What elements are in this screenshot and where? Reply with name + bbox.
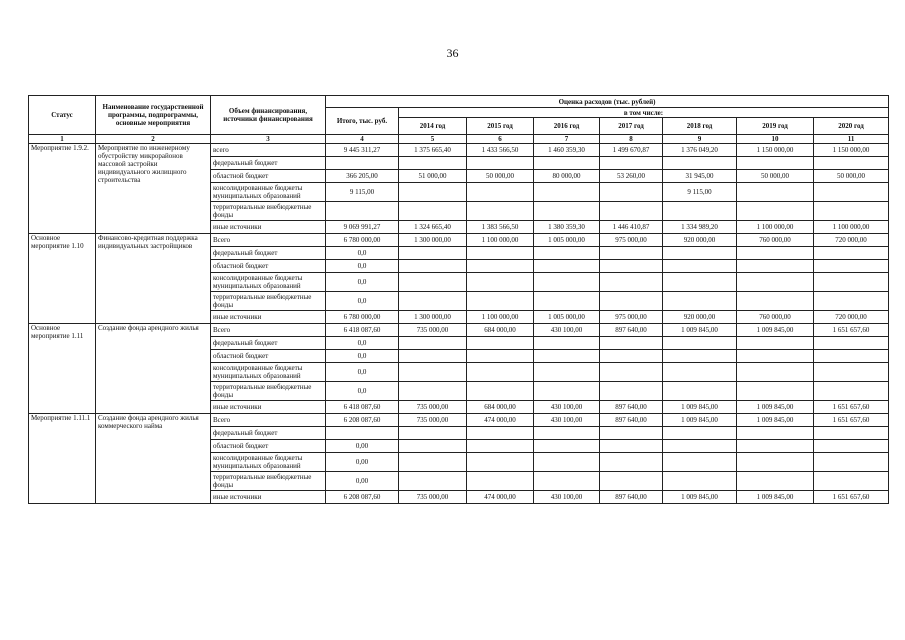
- year-value-cell: 1 334 989,20: [663, 221, 737, 234]
- year-value-cell: [467, 260, 534, 273]
- source-cell: консолидированные бюджеты муниципальных образований: [211, 183, 326, 202]
- year-value-cell: [663, 350, 737, 363]
- year-value-cell: 1 009 845,00: [663, 324, 737, 337]
- year-value-cell: 1 460 359,30: [534, 144, 600, 157]
- year-value-cell: 51 000,00: [399, 170, 467, 183]
- year-value-cell: [399, 363, 467, 382]
- year-value-cell: 1 009 845,00: [663, 414, 737, 427]
- total-cell: 9 115,00: [326, 183, 399, 202]
- source-cell: территориальные внебюджетные фонды: [211, 202, 326, 221]
- source-cell: консолидированные бюджеты муниципальных образований: [211, 363, 326, 382]
- header-year: 2019 год: [737, 118, 814, 135]
- year-value-cell: 1 100 000,00: [467, 234, 534, 247]
- total-cell: [326, 157, 399, 170]
- year-value-cell: [814, 427, 889, 440]
- year-value-cell: 735 000,00: [399, 324, 467, 337]
- year-value-cell: 1 100 000,00: [467, 311, 534, 324]
- total-cell: 0,0: [326, 247, 399, 260]
- year-value-cell: [467, 273, 534, 292]
- year-value-cell: 684 000,00: [467, 324, 534, 337]
- status-cell: Мероприятие 1.11.1: [29, 414, 96, 504]
- total-cell: 0,0: [326, 382, 399, 401]
- source-cell: территориальные внебюджетные фонды: [211, 292, 326, 311]
- year-value-cell: [814, 157, 889, 170]
- column-number: 1: [29, 135, 96, 144]
- year-value-cell: [814, 337, 889, 350]
- year-value-cell: [467, 363, 534, 382]
- year-value-cell: [534, 382, 600, 401]
- program-name-cell: Мероприятие по инженерному обустройству микрорайонов массовой застройки индивидуального жилищного строительства: [96, 144, 211, 234]
- year-value-cell: [600, 350, 663, 363]
- year-value-cell: [663, 202, 737, 221]
- year-value-cell: [663, 472, 737, 491]
- program-name-cell: Создание фонда арендного жилья коммерческого найма: [96, 414, 211, 504]
- year-value-cell: 975 000,00: [600, 234, 663, 247]
- year-value-cell: [534, 440, 600, 453]
- year-value-cell: [534, 363, 600, 382]
- year-value-cell: [737, 350, 814, 363]
- year-value-cell: [600, 363, 663, 382]
- year-value-cell: 735 000,00: [399, 414, 467, 427]
- year-value-cell: [814, 273, 889, 292]
- source-cell: консолидированные бюджеты муниципальных образований: [211, 273, 326, 292]
- year-value-cell: [600, 472, 663, 491]
- year-value-cell: 760 000,00: [737, 234, 814, 247]
- source-cell: территориальные внебюджетные фонды: [211, 382, 326, 401]
- year-value-cell: [600, 157, 663, 170]
- source-cell: федеральный бюджет: [211, 247, 326, 260]
- table-row: [29, 234, 889, 247]
- year-value-cell: 474 000,00: [467, 414, 534, 427]
- year-value-cell: 9 115,00: [663, 183, 737, 202]
- year-value-cell: [600, 427, 663, 440]
- year-value-cell: [737, 247, 814, 260]
- year-value-cell: [814, 472, 889, 491]
- year-value-cell: [814, 202, 889, 221]
- year-value-cell: [467, 350, 534, 363]
- year-value-cell: [467, 427, 534, 440]
- total-cell: 9 069 991,27: [326, 221, 399, 234]
- header-year: 2014 год: [399, 118, 467, 135]
- source-cell: федеральный бюджет: [211, 157, 326, 170]
- year-value-cell: 1 009 845,00: [737, 401, 814, 414]
- source-cell: иные источники: [211, 491, 326, 504]
- year-value-cell: 430 100,00: [534, 324, 600, 337]
- year-value-cell: [467, 382, 534, 401]
- year-value-cell: [600, 453, 663, 472]
- year-value-cell: [737, 273, 814, 292]
- year-value-cell: [663, 440, 737, 453]
- year-value-cell: [467, 472, 534, 491]
- year-value-cell: [399, 440, 467, 453]
- year-value-cell: [399, 350, 467, 363]
- year-value-cell: [399, 472, 467, 491]
- year-value-cell: [600, 183, 663, 202]
- year-value-cell: [399, 260, 467, 273]
- source-cell: областной бюджет: [211, 350, 326, 363]
- column-number: 6: [467, 135, 534, 144]
- year-value-cell: [814, 453, 889, 472]
- column-number: 5: [399, 135, 467, 144]
- year-value-cell: [399, 157, 467, 170]
- year-value-cell: [600, 202, 663, 221]
- year-value-cell: [399, 247, 467, 260]
- year-value-cell: [467, 202, 534, 221]
- year-value-cell: 920 000,00: [663, 311, 737, 324]
- year-value-cell: [399, 183, 467, 202]
- header-financing: Объем финансирования, источники финансирования: [211, 96, 326, 135]
- year-value-cell: [663, 382, 737, 401]
- year-value-cell: 1 009 845,00: [737, 491, 814, 504]
- status-cell: Основное мероприятие 1.10: [29, 234, 96, 324]
- source-cell: территориальные внебюджетные фонды: [211, 472, 326, 491]
- total-cell: 0,0: [326, 292, 399, 311]
- source-cell: иные источники: [211, 401, 326, 414]
- header-status: Статус: [29, 96, 96, 135]
- year-value-cell: [399, 273, 467, 292]
- year-value-cell: 897 640,00: [600, 491, 663, 504]
- total-cell: 0,0: [326, 350, 399, 363]
- year-value-cell: 975 000,00: [600, 311, 663, 324]
- table-body: [29, 144, 889, 504]
- source-cell: федеральный бюджет: [211, 427, 326, 440]
- year-value-cell: [663, 260, 737, 273]
- year-value-cell: [399, 292, 467, 311]
- header-program-name: Наименование государственной программы, подпрограммы, основные мероприятия: [96, 96, 211, 135]
- header-year: 2020 год: [814, 118, 889, 135]
- table-row: [29, 144, 889, 157]
- year-value-cell: 735 000,00: [399, 491, 467, 504]
- header-year: 2016 год: [534, 118, 600, 135]
- year-value-cell: 1 324 665,40: [399, 221, 467, 234]
- year-value-cell: [814, 183, 889, 202]
- year-value-cell: [600, 273, 663, 292]
- year-value-cell: [534, 273, 600, 292]
- year-value-cell: [814, 292, 889, 311]
- year-value-cell: 50 000,00: [737, 170, 814, 183]
- year-value-cell: [737, 440, 814, 453]
- year-value-cell: 50 000,00: [467, 170, 534, 183]
- year-value-cell: [534, 472, 600, 491]
- table-row: [29, 324, 889, 337]
- year-value-cell: 1 009 845,00: [737, 414, 814, 427]
- year-value-cell: [814, 363, 889, 382]
- year-value-cell: [737, 363, 814, 382]
- year-value-cell: [600, 382, 663, 401]
- total-cell: [326, 427, 399, 440]
- total-cell: 6 780 000,00: [326, 311, 399, 324]
- source-cell: Всего: [211, 414, 326, 427]
- column-number: 9: [663, 135, 737, 144]
- program-name-cell: Финансово-кредитная поддержка индивидуальных застройщиков: [96, 234, 211, 324]
- year-value-cell: 1 100 000,00: [814, 221, 889, 234]
- year-value-cell: 474 000,00: [467, 491, 534, 504]
- column-number: 4: [326, 135, 399, 144]
- year-value-cell: [534, 202, 600, 221]
- year-value-cell: [399, 427, 467, 440]
- source-cell: Всего: [211, 324, 326, 337]
- year-value-cell: 80 000,00: [534, 170, 600, 183]
- year-value-cell: [534, 292, 600, 311]
- expenses-table: [28, 95, 889, 504]
- year-value-cell: 897 640,00: [600, 414, 663, 427]
- year-value-cell: [534, 350, 600, 363]
- header-year: 2017 год: [600, 118, 663, 135]
- year-value-cell: [399, 337, 467, 350]
- year-value-cell: [534, 427, 600, 440]
- year-value-cell: 1 433 566,50: [467, 144, 534, 157]
- total-cell: 366 205,00: [326, 170, 399, 183]
- total-cell: 0,00: [326, 440, 399, 453]
- year-value-cell: [399, 202, 467, 221]
- header-year: 2018 год: [663, 118, 737, 135]
- year-value-cell: [663, 427, 737, 440]
- year-value-cell: [534, 247, 600, 260]
- year-value-cell: 735 000,00: [399, 401, 467, 414]
- year-value-cell: 1 100 000,00: [737, 221, 814, 234]
- year-value-cell: 1 651 657,60: [814, 414, 889, 427]
- year-value-cell: [737, 260, 814, 273]
- year-value-cell: [467, 247, 534, 260]
- source-cell: областной бюджет: [211, 170, 326, 183]
- year-value-cell: 1 383 566,50: [467, 221, 534, 234]
- total-cell: 0,0: [326, 273, 399, 292]
- status-cell: Мероприятие 1.9.2.: [29, 144, 96, 234]
- year-value-cell: [399, 382, 467, 401]
- year-value-cell: 1 150 000,00: [814, 144, 889, 157]
- header-including: в том числе:: [399, 108, 889, 118]
- year-value-cell: 1 009 845,00: [663, 401, 737, 414]
- year-value-cell: 1 150 000,00: [737, 144, 814, 157]
- table-row: [29, 414, 889, 427]
- year-value-cell: 760 000,00: [737, 311, 814, 324]
- year-value-cell: [534, 183, 600, 202]
- year-value-cell: [663, 273, 737, 292]
- year-value-cell: [737, 292, 814, 311]
- year-value-cell: [737, 202, 814, 221]
- status-cell: Основное мероприятие 1.11: [29, 324, 96, 414]
- year-value-cell: [737, 337, 814, 350]
- year-value-cell: 1 300 000,00: [399, 311, 467, 324]
- year-value-cell: [534, 157, 600, 170]
- year-value-cell: 430 100,00: [534, 401, 600, 414]
- total-cell: 0,0: [326, 260, 399, 273]
- year-value-cell: [467, 292, 534, 311]
- year-value-cell: 1 499 670,87: [600, 144, 663, 157]
- year-value-cell: 897 640,00: [600, 324, 663, 337]
- year-value-cell: [663, 453, 737, 472]
- year-value-cell: 1 380 359,30: [534, 221, 600, 234]
- source-cell: иные источники: [211, 221, 326, 234]
- year-value-cell: [814, 382, 889, 401]
- year-value-cell: [467, 453, 534, 472]
- year-value-cell: [534, 260, 600, 273]
- year-value-cell: [534, 337, 600, 350]
- year-value-cell: [399, 453, 467, 472]
- year-value-cell: [467, 157, 534, 170]
- year-value-cell: 1 300 000,00: [399, 234, 467, 247]
- year-value-cell: [737, 453, 814, 472]
- header-year: 2015 год: [467, 118, 534, 135]
- year-value-cell: 1 009 845,00: [663, 491, 737, 504]
- year-value-cell: [467, 183, 534, 202]
- year-value-cell: 1 376 049,20: [663, 144, 737, 157]
- year-value-cell: 53 260,00: [600, 170, 663, 183]
- total-cell: 6 208 087,60: [326, 414, 399, 427]
- year-value-cell: [737, 472, 814, 491]
- year-value-cell: 1 005 000,00: [534, 234, 600, 247]
- year-value-cell: [663, 337, 737, 350]
- year-value-cell: [663, 157, 737, 170]
- column-number: 11: [814, 135, 889, 144]
- year-value-cell: [663, 247, 737, 260]
- year-value-cell: 720 000,00: [814, 311, 889, 324]
- source-cell: иные источники: [211, 311, 326, 324]
- year-value-cell: 50 000,00: [814, 170, 889, 183]
- header-total: Итого, тыс. руб.: [326, 108, 399, 135]
- year-value-cell: 920 000,00: [663, 234, 737, 247]
- year-value-cell: [814, 440, 889, 453]
- column-number: 3: [211, 135, 326, 144]
- total-cell: 9 445 311,27: [326, 144, 399, 157]
- year-value-cell: 1 651 657,60: [814, 401, 889, 414]
- total-cell: [326, 202, 399, 221]
- year-value-cell: 430 100,00: [534, 414, 600, 427]
- year-value-cell: [534, 453, 600, 472]
- year-value-cell: 1 651 657,60: [814, 324, 889, 337]
- total-cell: 6 208 087,60: [326, 491, 399, 504]
- source-cell: областной бюджет: [211, 440, 326, 453]
- total-cell: 0,00: [326, 472, 399, 491]
- year-value-cell: 897 640,00: [600, 401, 663, 414]
- year-value-cell: [737, 157, 814, 170]
- year-value-cell: 1 446 410,87: [600, 221, 663, 234]
- program-name-cell: Создание фонда арендного жилья: [96, 324, 211, 414]
- year-value-cell: [600, 247, 663, 260]
- year-value-cell: [814, 350, 889, 363]
- source-cell: Всего: [211, 234, 326, 247]
- total-cell: 0,00: [326, 453, 399, 472]
- year-value-cell: [737, 382, 814, 401]
- total-cell: 0,0: [326, 337, 399, 350]
- year-value-cell: 1 005 000,00: [534, 311, 600, 324]
- total-cell: 0,0: [326, 363, 399, 382]
- year-value-cell: 31 945,00: [663, 170, 737, 183]
- year-value-cell: [600, 260, 663, 273]
- total-cell: 6 780 000,00: [326, 234, 399, 247]
- source-cell: консолидированные бюджеты муниципальных образований: [211, 453, 326, 472]
- page-number: 36: [446, 46, 459, 60]
- header-expenses: Оценка расходов (тыс. рублей): [326, 96, 889, 108]
- year-value-cell: 684 000,00: [467, 401, 534, 414]
- column-number: 7: [534, 135, 600, 144]
- year-value-cell: 1 375 665,40: [399, 144, 467, 157]
- year-value-cell: 430 100,00: [534, 491, 600, 504]
- year-value-cell: [663, 292, 737, 311]
- total-cell: 6 418 087,60: [326, 401, 399, 414]
- year-value-cell: [663, 363, 737, 382]
- year-value-cell: [814, 260, 889, 273]
- year-value-cell: [814, 247, 889, 260]
- source-cell: всего: [211, 144, 326, 157]
- total-cell: 6 418 087,60: [326, 324, 399, 337]
- year-value-cell: [600, 292, 663, 311]
- year-value-cell: [467, 440, 534, 453]
- year-value-cell: 1 009 845,00: [737, 324, 814, 337]
- year-value-cell: 720 000,00: [814, 234, 889, 247]
- source-cell: областной бюджет: [211, 260, 326, 273]
- year-value-cell: 1 651 657,60: [814, 491, 889, 504]
- year-value-cell: [737, 427, 814, 440]
- year-value-cell: [600, 337, 663, 350]
- source-cell: федеральный бюджет: [211, 337, 326, 350]
- year-value-cell: [467, 337, 534, 350]
- year-value-cell: [737, 183, 814, 202]
- column-number: 10: [737, 135, 814, 144]
- year-value-cell: [600, 440, 663, 453]
- column-number: 8: [600, 135, 663, 144]
- column-number: 2: [96, 135, 211, 144]
